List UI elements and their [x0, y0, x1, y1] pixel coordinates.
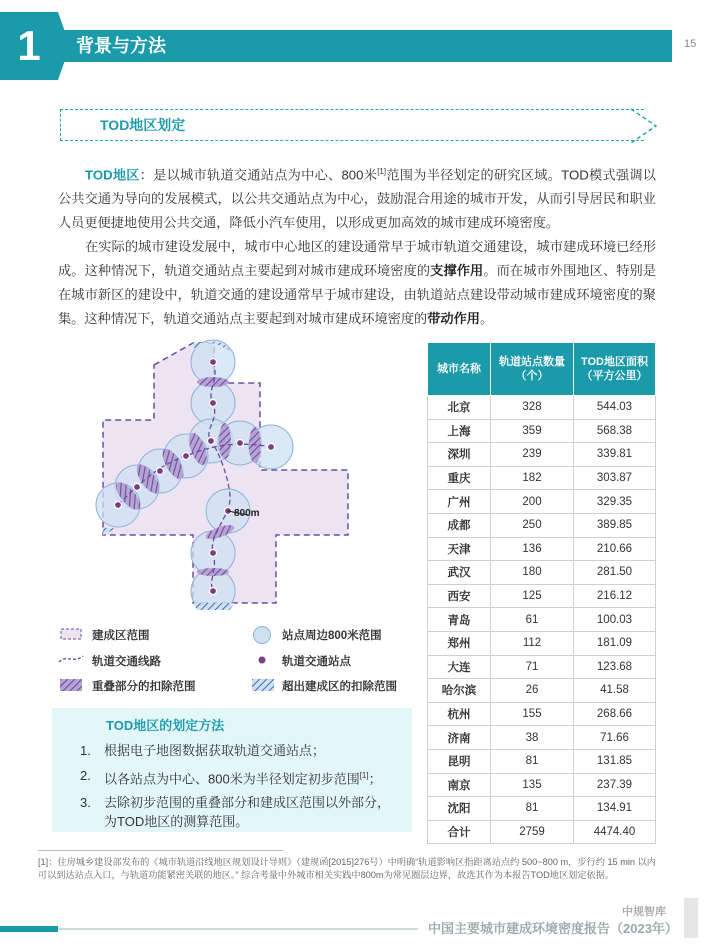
- cell-area: 544.03: [574, 396, 656, 420]
- cell-city: 杭州: [428, 702, 491, 726]
- tod-map-diagram: [58, 335, 403, 610]
- cell-stations: 200: [491, 490, 574, 514]
- cell-area: 568.38: [574, 419, 656, 443]
- cell-city: 合计: [428, 820, 491, 844]
- cell-city: 上海: [428, 419, 491, 443]
- legend-overlap: 重叠部分的扣除范围: [92, 681, 196, 693]
- table-row: [428, 702, 656, 726]
- cell-stations: 180: [491, 561, 574, 585]
- legend-station-icon: [256, 654, 268, 666]
- section-arrow-icon: [630, 108, 658, 144]
- table-header-row: [428, 343, 656, 396]
- para1-text-a: ：是以城市轨道交通站点为中心、800米: [139, 167, 378, 183]
- legend-outside-icon: [252, 679, 274, 691]
- table-row: [428, 396, 656, 420]
- para2-text-a: 在实际的城市建设发展中，城市中心地区的建设通常早于城市轨道交通建设，城市建成环境已经形成。这种情况下，轨道交通站点主要起到对城市建成环境密度的: [58, 239, 656, 278]
- col-header-area: TOD地区面积（平方公里）: [574, 343, 656, 396]
- cell-stations: 328: [491, 396, 574, 420]
- cell-area: 181.09: [574, 631, 656, 655]
- cell-area: 210.66: [574, 537, 656, 561]
- cell-stations: 112: [491, 631, 574, 655]
- page-number: 15: [684, 38, 697, 50]
- cell-stations: 71: [491, 655, 574, 679]
- legend-outside: 超出建成区的扣除范围: [282, 681, 397, 693]
- cell-area: 339.81: [574, 443, 656, 467]
- table-row: [428, 749, 656, 773]
- cell-area: 281.50: [574, 561, 656, 585]
- cell-city: 青岛: [428, 608, 491, 632]
- method-item-2-text: 以各站点为中心、800米为半径划定初步范围: [104, 771, 360, 787]
- cell-stations: 125: [491, 584, 574, 608]
- method-item-text: 根据电子地图数据获取轨道交通站点；: [104, 743, 326, 758]
- footer-block: [684, 898, 698, 938]
- cell-stations: 81: [491, 749, 574, 773]
- cell-stations: 182: [491, 466, 574, 490]
- para2-text-c: 。: [480, 311, 494, 326]
- legend-buffer: 站点周边800米范围: [282, 630, 382, 642]
- footer-accent-bar: [0, 926, 58, 932]
- table-row: [428, 466, 656, 490]
- cell-city: 深圳: [428, 443, 491, 467]
- legend-station: 轨道交通站点: [282, 656, 351, 668]
- table-row: [428, 655, 656, 679]
- cell-area: 303.87: [574, 466, 656, 490]
- cell-city: 天津: [428, 537, 491, 561]
- cell-city: 哈尔滨: [428, 679, 491, 703]
- table-row: [428, 608, 656, 632]
- para1-text-b: 范围为半径划定的研究区域。TOD模式强调以公共交通为导向的发展模式，以公共交通站点为中心，鼓励混合用途的城市开发，从而引导居民和职业人员更便捷地使用公共交通，降低小汽车使用，以形成更加高效的城市建成环境密度。: [58, 167, 656, 231]
- footer-rule: [58, 928, 418, 930]
- cell-city: 济南: [428, 726, 491, 750]
- legend-built-area-icon: [60, 628, 82, 640]
- para2-text-b: 。而在城市外围地区、特别是在城市新区的建设中，轨道交通的建设通常早于城市建设，由轨道站点建设带动城市建成环境密度的聚集。这种情况下，轨道交通站点主要起到对城市建成环境密度的: [58, 263, 657, 326]
- table-row: [428, 631, 656, 655]
- cell-area: 268.66: [574, 702, 656, 726]
- method-item-text-cont: 为TOD地区的测算范围。: [104, 814, 249, 829]
- cell-stations: 239: [491, 443, 574, 467]
- cell-stations: 135: [491, 773, 574, 797]
- method-item-text: [104, 766, 382, 788]
- cell-city: 沈阳: [428, 797, 491, 821]
- cell-stations: 359: [491, 419, 574, 443]
- table-row: [428, 726, 656, 750]
- col-header-stations: 轨道站点数量（个）: [491, 343, 574, 396]
- legend-overlap-icon: [60, 679, 82, 691]
- cell-city: 北京: [428, 396, 491, 420]
- cell-stations: 136: [491, 537, 574, 561]
- cell-city: 大连: [428, 655, 491, 679]
- section-title: TOD地区划定: [100, 117, 186, 133]
- table-row: [428, 513, 656, 537]
- table-row: [428, 820, 656, 844]
- col-header-city: 城市名称: [428, 343, 491, 396]
- table-row: [428, 561, 656, 585]
- keyword-tod: TOD地区: [85, 167, 140, 183]
- legend-buffer-icon: [252, 625, 272, 645]
- cell-stations: 2759: [491, 820, 574, 844]
- cell-area: 134.91: [574, 797, 656, 821]
- cell-area: 100.03: [574, 608, 656, 632]
- table-row: [428, 584, 656, 608]
- cell-area: 123.68: [574, 655, 656, 679]
- paragraph-development: [58, 235, 656, 331]
- radius-label: 800m: [234, 508, 260, 519]
- legend-built-area: 建成区范围: [92, 630, 150, 642]
- cell-stations: 250: [491, 513, 574, 537]
- cell-city: 昆明: [428, 749, 491, 773]
- method-item-num: 2.: [80, 768, 91, 783]
- footnote-rule: [38, 850, 283, 851]
- cell-stations: 26: [491, 679, 574, 703]
- cell-area: 131.85: [574, 749, 656, 773]
- method-item-2-tail: ；: [368, 771, 382, 787]
- table-row: [428, 490, 656, 514]
- cell-area: 216.12: [574, 584, 656, 608]
- cell-city: 成都: [428, 513, 491, 537]
- method-item-num: 1.: [80, 743, 91, 758]
- footer-org: 中规智库: [622, 906, 666, 918]
- table-row: [428, 679, 656, 703]
- legend-rail-line-icon: [58, 652, 84, 666]
- cell-area: 71.66: [574, 726, 656, 750]
- footnote: [1]：住房城乡建设部发布的《城市轨道沿线地区规划设计导则》（建规函[2015]276号）中明确“轨道影响区指距离站点约 500~800 m，步行约 15 min 以内可以到达站点入口，与轨道功能紧密关联的地区。” 综合考量中外城市相关实践中800m为常见圈层边界，故选其作为本报告TOD地区划定依据。: [38, 857, 656, 880]
- legend-rail-line: 轨道交通线路: [92, 656, 161, 668]
- cell-city: 武汉: [428, 561, 491, 585]
- footer-report-title: 中国主要城市建成环境密度报告（2023年）: [428, 921, 678, 936]
- table-row: [428, 773, 656, 797]
- cell-city: 南京: [428, 773, 491, 797]
- cell-area: 41.58: [574, 679, 656, 703]
- cell-stations: 38: [491, 726, 574, 750]
- cell-area: 237.39: [574, 773, 656, 797]
- cell-city: 西安: [428, 584, 491, 608]
- table-row: [428, 797, 656, 821]
- method-item-num: 3.: [80, 795, 91, 810]
- cell-area: 389.85: [574, 513, 656, 537]
- paragraph-tod-definition: [58, 160, 656, 235]
- cell-stations: 155: [491, 702, 574, 726]
- table-row: [428, 419, 656, 443]
- cell-stations: 81: [491, 797, 574, 821]
- cell-city: 广州: [428, 490, 491, 514]
- method-title: TOD地区的划定方法: [106, 718, 225, 733]
- table-row: [428, 537, 656, 561]
- city-tod-table: [427, 342, 656, 844]
- table-row: [428, 443, 656, 467]
- para2-bold-drive: 带动作用: [427, 311, 480, 326]
- chapter-title: 背景与方法: [76, 36, 166, 56]
- method-footnote-ref: [1]: [359, 771, 369, 780]
- table-body: [428, 396, 656, 844]
- method-item-text: 去除初步范围的重叠部分和建成区范围以外部分，: [104, 795, 391, 810]
- cell-area: 329.35: [574, 490, 656, 514]
- chapter-number: 1: [0, 12, 58, 80]
- cell-city: 郑州: [428, 631, 491, 655]
- footnote-ref: [1]: [377, 167, 387, 176]
- cell-area: 4474.40: [574, 820, 656, 844]
- para2-bold-support: 支撑作用: [430, 263, 484, 278]
- cell-city: 重庆: [428, 466, 491, 490]
- cell-stations: 61: [491, 608, 574, 632]
